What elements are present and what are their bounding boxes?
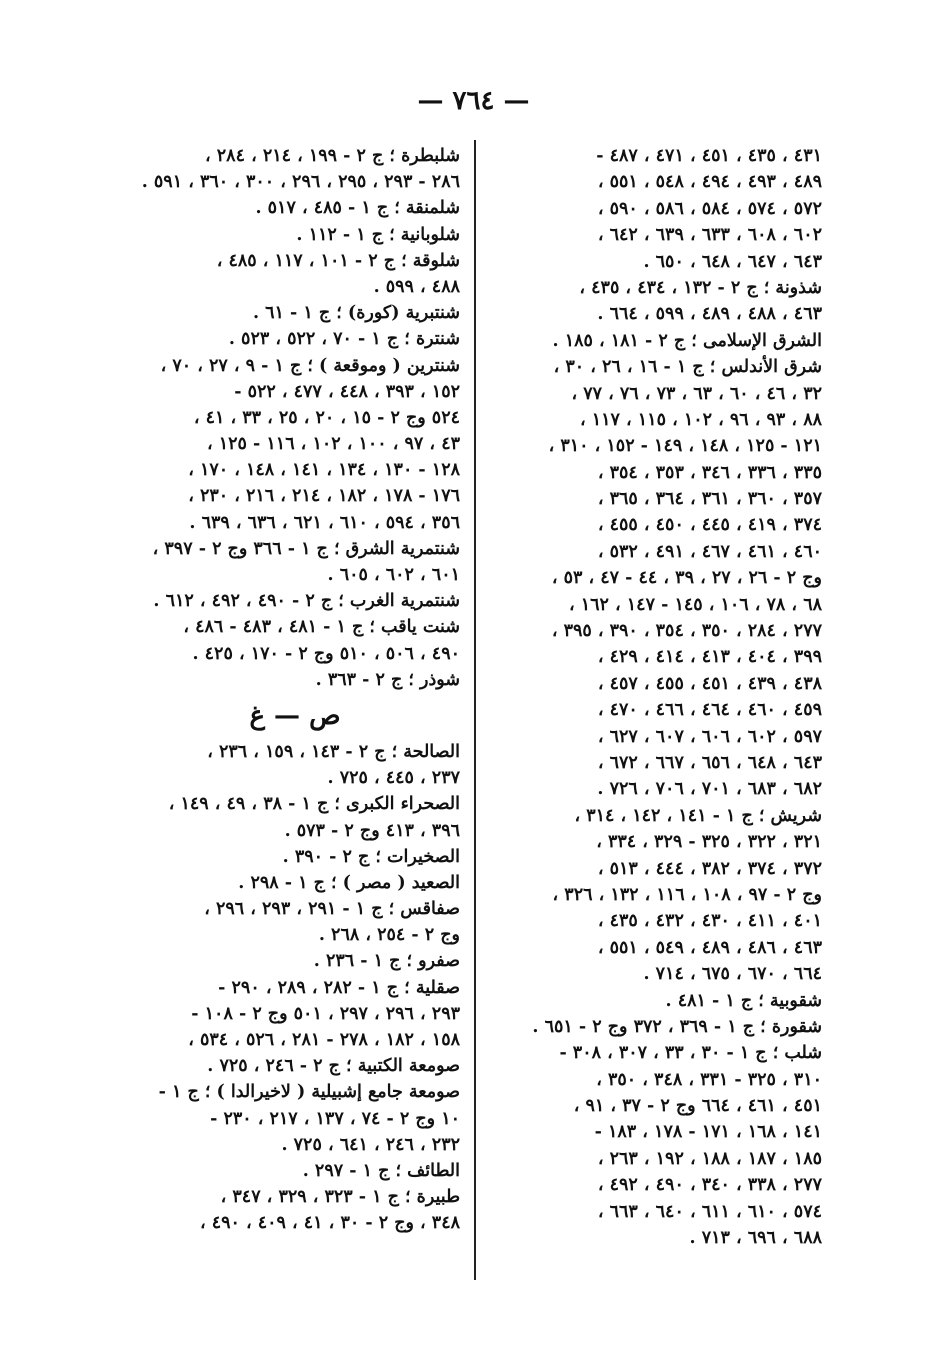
index-line: ١٢١ - ١٢٥ ، ١٤٨ ، ١٤٩ - ١٥٢ ، ٣١٠ ،	[548, 436, 822, 457]
index-line: ٢٨٦ - ٢٩٣ ، ٢٩٥ ، ٢٩٦ ، ٣٠٠ ، ٣٦٠ ، ٥٩١ .	[141, 172, 460, 193]
index-entry: الطائف ؛ ج ١ - ٢٩٧ .	[302, 1160, 460, 1181]
index-line: ١٧٦ - ١٧٨ ، ١٨٢ ، ٢١٤ ، ٢١٦ ، ٢٣٠ ،	[188, 486, 460, 507]
index-line: ٦٤٣ ، ٦٤٨ ، ٦٥٦ ، ٦٦٧ ، ٦٧٢ ،	[597, 752, 822, 773]
index-line: ٤٥٩ ، ٤٦٠ ، ٤٦٤ ، ٤٦٦ ، ٤٧٠ ،	[597, 700, 822, 721]
index-line: وج ٢ - ٩٧ ، ١٠٨ ، ١١٦ ، ١٣٢ ، ٣٢٦ ،	[552, 884, 822, 905]
index-line: ٦٨ ، ٧٨ ، ١٠٦ ، ١٤٥ - ١٤٧ ، ١٦٢ ،	[568, 594, 822, 615]
index-line: ٣٧٢ ، ٣٧٤ ، ٣٨٢ ، ٤٤٤ ، ٥١٣ ،	[597, 858, 822, 879]
column-divider	[474, 140, 476, 1280]
index-entry: شوذر ؛ ج ٢ - ٣٦٣ .	[315, 669, 460, 690]
index-line: ٦٠٢ ، ٦٠٨ ، ٦٣٣ ، ٦٣٩ ، ٦٤٢ ،	[597, 225, 822, 246]
index-entry: شنتمرية الشرق ؛ ج ١ - ٣٦٦ وج ٢ - ٣٩٧ ،	[152, 538, 460, 559]
index-line: ٦٦٤ ، ٦٧٠ ، ٦٧٥ ، ٧١٤ .	[643, 964, 822, 985]
index-entry: شذونة ؛ ج ٢ - ١٣٢ ، ٤٣٤ ، ٤٣٥ ،	[579, 277, 822, 298]
index-entry: شريش ؛ ج ١ - ١٤١ ، ١٤٢ ، ٣١٤ ،	[574, 805, 822, 826]
index-entry: شلوبانية ؛ ج ١ - ١١٢ .	[296, 224, 460, 245]
index-entry: طبيرة ؛ ج ١ - ٣٢٣ ، ٣٢٩ ، ٣٤٧ ،	[220, 1187, 460, 1208]
index-entry: الصالحة ؛ ج ٢ - ١٤٣ ، ١٥٩ ، ٢٣٦ ،	[207, 741, 460, 762]
page-number: — ٧٦٤ —	[417, 86, 530, 116]
index-entry: صفرو ؛ ج ١ - ٢٣٦ .	[313, 951, 460, 972]
index-line: ٦٠١ ، ٦٠٢ ، ٦٠٥ .	[327, 565, 460, 585]
index-entry: شلوقة ؛ ج ٢ - ١٠١ ، ١١٧ ، ٤٨٥ ،	[216, 250, 460, 271]
index-line: ٣٩٩ ، ٤٠٤ ، ٤١٣ ، ٤١٤ ، ٤٢٩ ،	[597, 647, 822, 668]
index-line: ٤٨٩ ، ٤٩٣ ، ٤٩٤ ، ٥٤٨ ، ٥٥١ ،	[597, 172, 822, 193]
index-line: ١٥٢ ، ٣٩٣ ، ٤٤٨ ، ٤٧٧ ، ٥٢٢ -	[234, 381, 460, 402]
index-line: ٤٦٠ ، ٤٦١ ، ٤٦٧ ، ٤٩١ ، ٥٣٢ ،	[597, 541, 822, 562]
index-line: ٥٢٤ وج ٢ - ١٥ ، ٢٠ ، ٢٥ ، ٣٣ ، ٤١ ،	[193, 407, 460, 428]
index-entry: شقورة ؛ ج ١ - ٣٦٩ ، ٣٧٢ وج ٢ - ٦٥١ .	[532, 1016, 822, 1037]
index-line: ٣٥٧ ، ٣٦٠ ، ٣٦١ ، ٣٦٤ ، ٣٦٥ ،	[597, 489, 822, 510]
index-entry: شقوبية ؛ ج ١ - ٤٨١ .	[665, 990, 822, 1011]
index-line: ٢٩٣ ، ٢٩٦ ، ٢٩٧ ، ٥٠١ وج ٢ - ١٠٨ -	[191, 1003, 460, 1024]
index-entry: صقلية ؛ ج ١ - ٢٨٢ ، ٢٨٩ ، ٢٩٠ -	[218, 977, 460, 998]
index-line: ١٤١ ، ١٦٨ ، ١٧١ - ١٧٨ ، ١٨٣ -	[594, 1122, 822, 1143]
index-line: ٣٥٦ ، ٥٩٤ ، ٦١٠ ، ٦٢١ ، ٦٣٦ ، ٦٣٩ .	[189, 512, 460, 533]
index-line: ٣٢ ، ٤٦ ، ٦٠ ، ٦٣ ، ٧٣ ، ٧٦ ، ٧٧ ،	[571, 383, 822, 404]
index-line: ٥٧٢ ، ٥٧٤ ، ٥٨٤ ، ٥٨٦ ، ٥٩٠ ،	[597, 198, 822, 219]
index-entry: شلمنقة ؛ ج ١ - ٤٨٥ ، ٥١٧ .	[255, 198, 460, 219]
index-line: ١٥٨ ، ١٨٢ ، ٢٧٨ - ٢٨١ ، ٥٢٦ ، ٥٣٤ ،	[188, 1030, 460, 1050]
index-line: ٤٥١ ، ٤٦١ ، ٦٦٤ وج ٢ - ٣٧ ، ٩١ ،	[573, 1096, 822, 1117]
index-line: ٨٨ ، ٩٣ ، ٩٦ ، ١٠٢ ، ١١٥ ، ١١٧ ،	[579, 409, 822, 430]
index-entry: صومعة جامع إشبيلية ( لاخيرالدا ) ؛ ج ١ -	[158, 1082, 460, 1103]
index-entry: شنتبرية (كورة) ؛ ج ١ - ٦١ .	[252, 303, 460, 324]
index-line: ٢٧٧ ، ٢٨٤ ، ٣٥٠ ، ٣٥٤ ، ٣٩٠ ، ٣٩٥ ،	[551, 621, 822, 642]
index-line: ٥٧٤ ، ٦١٠ ، ٦١١ ، ٦٤٠ ، ٦٦٣ ،	[597, 1201, 822, 1222]
index-line: ٤٣٨ ، ٤٣٩ ، ٤٥١ ، ٤٥٥ ، ٤٥٧ ،	[597, 673, 822, 694]
index-entry: شنترة ؛ ج ١ - ٧٠ ، ٥٢٢ ، ٥٢٣ .	[228, 329, 460, 350]
index-line: ١٨٥ ، ١٨٧ ، ١٨٨ ، ١٩٢ ، ٢٦٣ ،	[597, 1148, 822, 1169]
index-entry: شنتمرية الغرب ؛ ج ٢ - ٤٩٠ ، ٤٩٢ ، ٦١٢ .	[153, 591, 460, 612]
index-line: ٦٨٨ ، ٦٩٦ ، ٧١٣ .	[689, 1228, 822, 1249]
index-entry: صومعة الكتبية ؛ ج ٢ - ٢٤٦ ، ٧٢٥ .	[207, 1056, 460, 1077]
index-entry: الشرق الإسلامى ؛ ج ٢ - ١٨١ ، ١٨٥ .	[552, 330, 822, 351]
index-entry: شرق الأندلس ؛ ج ١ - ١٦ ، ٢٦ ، ٣٠ ،	[553, 357, 822, 378]
index-line: ٥٩٧ ، ٦٠٢ ، ٦٠٦ ، ٦٠٧ ، ٦٢٧ ،	[597, 726, 822, 747]
index-line: ١٠ وج ٢ - ٧٤ ، ١٣٧ ، ٢١٧ ، ٢٣٠ -	[210, 1108, 460, 1129]
index-line: ٣١٠ ، ٣٢٥ - ٣٣١ ، ٣٤٨ ، ٣٥٠ ،	[596, 1069, 822, 1090]
index-line: ٤٣ ، ٩٧ ، ١٠٠ ، ١٠٢ ، ١١٦ - ١٢٥ ،	[206, 434, 460, 455]
index-entry: الصخيرات ؛ ج ٢ - ٣٩٠ .	[282, 846, 460, 867]
index-line: ٤٠١ ، ٤١١ ، ٤٣٠ ، ٤٣٢ ، ٤٣٥ ،	[597, 911, 822, 932]
index-entry: شنت ياقب ؛ ج ١ - ٤٨١ ، ٤٨٣ - ٤٨٦ ،	[183, 617, 460, 638]
index-entry: الصعيد ( مصر ) ؛ ج ١ - ٢٩٨ .	[238, 872, 460, 893]
index-line: ١٢٨ - ١٣٠ ، ١٣٤ ، ١٤١ ، ١٤٨ ، ١٧٠ ،	[188, 460, 460, 481]
index-line: ٤٦٣ ، ٤٨٦ ، ٤٨٩ ، ٥٤٩ ، ٥٥١ ،	[597, 937, 822, 958]
index-line: ٤٦٣ ، ٤٨٨ ، ٤٨٩ ، ٥٩٩ ، ٦٦٤ .	[597, 304, 822, 325]
index-line: ٣٤٨ ، وج ٢ - ٣٠ ، ٤١ ، ٤٠٩ ، ٤٩٠ ،	[199, 1213, 460, 1234]
index-line: ٣٩٦ ، ٤١٣ وج ٢ - ٥٧٣ .	[284, 820, 460, 841]
index-line: ٢٣٢ ، ٢٤٦ ، ٦٤١ ، ٧٢٥ .	[281, 1134, 460, 1155]
index-line: ٤٨٨ ، ٥٩٩ .	[373, 276, 460, 297]
index-line: وج ٢ - ٢٦ ، ٢٧ ، ٣٩ ، ٤٤ - ٤٧ ، ٥٣ ،	[551, 568, 822, 589]
index-entry: صفاقس ؛ ج ١ - ٢٩١ ، ٢٩٣ ، ٢٩٦ ،	[204, 899, 460, 920]
index-line: ٦٤٣ ، ٦٤٧ ، ٦٤٨ ، ٦٥٠ .	[643, 251, 822, 272]
index-column-left	[130, 143, 460, 1237]
section-heading: ص — غ	[249, 700, 341, 731]
index-line: ٣٣٥ ، ٣٣٦ ، ٣٤٦ ، ٣٥٣ ، ٣٥٤ ،	[597, 462, 822, 483]
index-entry: شلب ؛ ج ١ - ٣٠ ، ٣٣ ، ٣٠٧ ، ٣٠٨ -	[559, 1043, 822, 1064]
index-line: ٢٧٧ ، ٣٣٨ ، ٣٤٠ ، ٤٩٠ ، ٤٩٢ ،	[597, 1175, 822, 1196]
index-line: ٦٨٢ ، ٦٨٣ ، ٧٠١ ، ٧٠٦ ، ٧٢٦ .	[597, 779, 822, 800]
index-entry: الصحراء الكبرى ؛ ج ١ - ٣٨ ، ٤٩ ، ١٤٩ ،	[168, 794, 460, 815]
index-line: ٤٣١ ، ٤٣٥ ، ٤٥١ ، ٤٧١ ، ٤٨٧ -	[596, 146, 822, 166]
index-line: ٣٧٤ ، ٤١٩ ، ٤٤٥ ، ٤٥٠ ، ٤٥٥ ،	[597, 515, 822, 536]
index-line: ٢٣٧ ، ٤٤٥ ، ٧٢٥ .	[327, 768, 460, 789]
index-line: وج ٢ - ٢٥٤ ، ٢٦٨ .	[318, 925, 460, 946]
index-entry: شلبطرة ؛ ج ٢ - ١٩٩ ، ٢١٤ ، ٢٨٤ ،	[205, 146, 460, 166]
index-entry: شنترين ( وموقعة ) ؛ ج ١ - ٩ ، ٢٧ ، ٧٠ ،	[160, 355, 460, 376]
index-line: ٣٢١ ، ٣٢٢ ، ٣٢٥ - ٣٢٩ ، ٣٣٤ ،	[596, 832, 822, 853]
index-column-right	[492, 143, 822, 1251]
index-line: ٤٩٠ ، ٥٠٦ ، ٥١٠ وج ٢ - ١٧٠ ، ٤٢٥ .	[192, 643, 460, 664]
